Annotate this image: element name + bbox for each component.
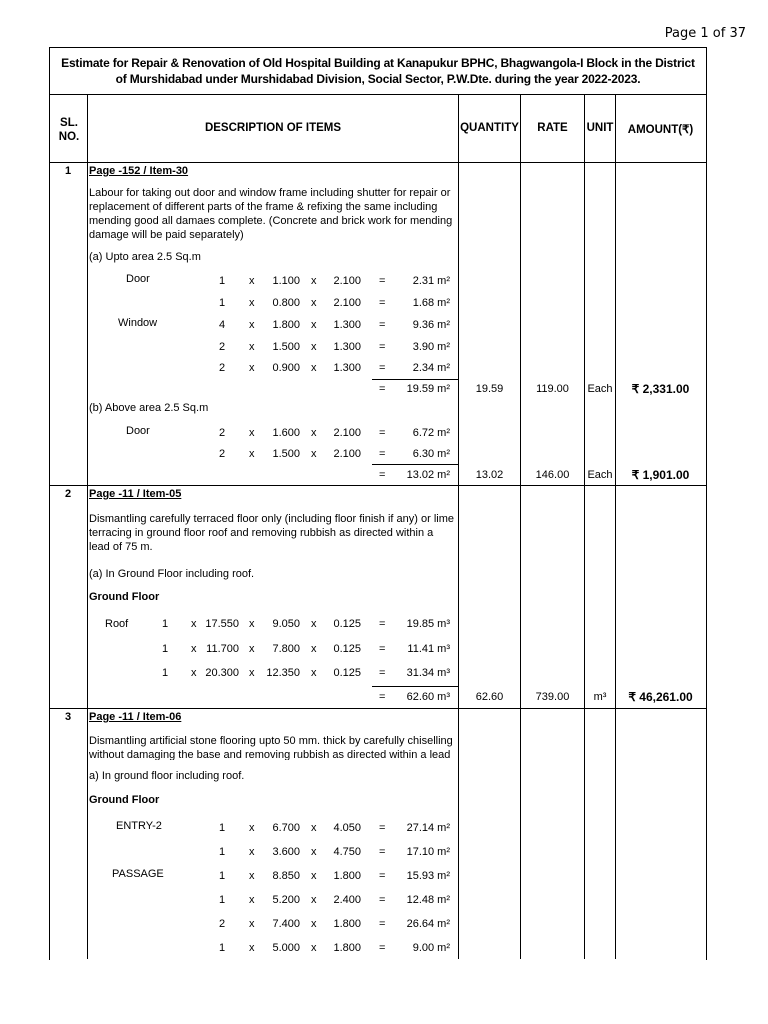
- item-1-description: Labour for taking out door and window frame including shutter for repair or replacement of different parts of the frame & refixing the same including mending good all damaes complete. (Concrete and brick work for mending damage will be paid separately): [89, 187, 453, 241]
- item-2-row-times: x: [249, 618, 255, 630]
- item-1-a-row-count: 4: [219, 319, 226, 331]
- item-3-row-label: PASSAGE: [112, 868, 164, 880]
- item-1-a-row-count: 1: [219, 297, 226, 309]
- item-3-row-dim2: 4.050: [333, 822, 361, 834]
- item-3-row-times: x: [311, 870, 317, 882]
- item-3-row-dim1: 6.700: [272, 822, 300, 834]
- item-3-row-times: x: [249, 846, 255, 858]
- item-1-a-row-dim1: 1.100: [272, 275, 300, 287]
- item-3-floor: Ground Floor: [89, 794, 160, 806]
- item-2-row-dim2: 7.800: [272, 643, 300, 655]
- item-1-a-row-label: Door: [126, 273, 150, 285]
- item-2-row-dim3: 0.125: [333, 643, 361, 655]
- item-2-row-dim3: 0.125: [333, 667, 361, 679]
- item-3-row-count: 1: [219, 942, 226, 954]
- item-1-a-row-dim2: 1.300: [333, 319, 361, 331]
- item-2-unit: m³: [593, 691, 607, 703]
- item-1-a-row-result: 2.31 m²: [412, 275, 450, 287]
- item-3-description: Dismantling artificial stone flooring upto 50 mm. thick by carefully chiselling without damaging the base and removing rubbish as directed within a lead: [89, 735, 453, 760]
- item-1-a-amount: ₹ 2,331.00: [631, 382, 690, 396]
- item-3-row-times: x: [249, 894, 255, 906]
- item-1-b-row-count: 2: [219, 448, 226, 460]
- item-1-b-sum-line: [372, 464, 458, 465]
- item-3-row-eq: =: [379, 846, 386, 858]
- item-2-rate: 739.00: [535, 691, 570, 703]
- item-1-a-row-result: 1.68 m²: [412, 297, 450, 309]
- page-number: Page 1 of 37: [664, 26, 746, 41]
- item-1-a-sum-line: [372, 379, 458, 380]
- item-1-b-row-dim2: 2.100: [333, 427, 361, 439]
- header-unit: UNIT: [586, 122, 614, 134]
- item-1-b-row-eq: =: [379, 427, 386, 439]
- item-1-b-row-times: x: [311, 448, 317, 460]
- col-divider-sl: [87, 94, 88, 959]
- item-1-a-row-times: x: [311, 341, 317, 353]
- item-1-b-row-dim1: 1.500: [272, 448, 300, 460]
- item-1-a-row-times: x: [249, 275, 255, 287]
- item-3-row-eq: =: [379, 870, 386, 882]
- item-1-b-unit: Each: [587, 469, 613, 481]
- item-1-a-row-eq: =: [379, 362, 386, 374]
- col-divider-qty: [520, 94, 521, 959]
- item-2-sum-line: [372, 686, 458, 687]
- item-1-a-row-times: x: [249, 362, 255, 374]
- item-3-row-times: x: [311, 846, 317, 858]
- item-3-row-times: x: [249, 942, 255, 954]
- item-2-reference: Page -11 / Item-05: [89, 488, 182, 500]
- item-2-row-dim1: 11.700: [206, 643, 239, 655]
- item-2-row-count: 1: [162, 643, 169, 655]
- item-2-sub-a: (a) In Ground Floor including roof.: [89, 568, 255, 580]
- item-1-b-amount: ₹ 1,901.00: [631, 468, 690, 482]
- item-3-number: 3: [65, 711, 72, 723]
- item-2-number: 2: [65, 488, 72, 500]
- item-3-row-dim2: 1.800: [333, 918, 361, 930]
- item-3-row-count: 1: [219, 894, 226, 906]
- item-1-b-quantity: 13.02: [475, 469, 504, 481]
- item-3-row-times: x: [311, 942, 317, 954]
- item-divider-2: [49, 708, 706, 709]
- item-3-reference: Page -11 / Item-06: [89, 711, 182, 723]
- header-quantity: QUANTITY: [460, 122, 519, 134]
- item-2-row-eq: =: [379, 643, 386, 655]
- item-3-row-result: 27.14 m²: [406, 822, 450, 834]
- header-sl-no: SL. NO.: [58, 117, 80, 143]
- item-1-b-eq: =: [379, 469, 386, 481]
- item-2-row-result: 11.41 m³: [407, 643, 450, 655]
- item-1-a-row-dim1: 0.800: [272, 297, 300, 309]
- item-1-a-row-dim2: 1.300: [333, 362, 361, 374]
- item-1-b-row-result: 6.72 m²: [412, 427, 450, 439]
- col-divider-unit: [615, 94, 616, 959]
- item-1-a-row-count: 1: [219, 275, 226, 287]
- item-3-row-times: x: [249, 918, 255, 930]
- item-1-b-row-eq: =: [379, 448, 386, 460]
- item-2-total: 62.60 m³: [406, 691, 450, 703]
- item-1-a-unit: Each: [587, 383, 613, 395]
- item-1-a-row-count: 2: [219, 362, 226, 374]
- item-1-a-row-times: x: [311, 319, 317, 331]
- item-1-a-row-eq: =: [379, 319, 386, 331]
- item-2-quantity: 62.60: [475, 691, 504, 703]
- item-1-b-row-times: x: [249, 448, 255, 460]
- item-2-row-times: x: [311, 643, 317, 655]
- item-1-a-row-result: 9.36 m²: [412, 319, 450, 331]
- item-2-row-times: x: [191, 643, 197, 655]
- item-3-row-result: 9.00 m²: [412, 942, 450, 954]
- item-3-row-result: 17.10 m²: [406, 846, 450, 858]
- item-3-row-eq: =: [379, 918, 386, 930]
- item-1-a-row-result: 3.90 m²: [412, 341, 450, 353]
- header-divider: [49, 162, 706, 163]
- item-3-row-label: ENTRY-2: [116, 820, 162, 832]
- item-1-a-row-label: Window: [118, 317, 158, 329]
- item-3-row-dim1: 5.200: [272, 894, 300, 906]
- item-3-row-dim1: 5.000: [272, 942, 300, 954]
- item-1-a-total: 19.59 m²: [406, 383, 450, 395]
- item-1-sub-b: (b) Above area 2.5 Sq.m: [89, 402, 209, 414]
- item-3-row-dim1: 8.850: [272, 870, 300, 882]
- item-3-row-result: 12.48 m²: [406, 894, 450, 906]
- item-3-row-eq: =: [379, 942, 386, 954]
- item-divider-1: [49, 485, 706, 486]
- item-3-row-times: x: [311, 918, 317, 930]
- item-3-row-count: 1: [219, 846, 226, 858]
- item-3-row-times: x: [311, 894, 317, 906]
- item-3-row-count: 1: [219, 870, 226, 882]
- item-3-row-times: x: [249, 822, 255, 834]
- item-1-b-row-dim2: 2.100: [333, 448, 361, 460]
- item-3-row-dim2: 1.800: [333, 870, 361, 882]
- item-1-a-row-count: 2: [219, 341, 226, 353]
- item-1-b-row-times: x: [311, 427, 317, 439]
- header-description: DESCRIPTION OF ITEMS: [204, 122, 342, 134]
- item-2-row-dim1: 17.550: [205, 618, 239, 630]
- title-divider: [49, 94, 706, 95]
- item-2-eq: =: [379, 691, 386, 703]
- item-1-b-rate: 146.00: [535, 469, 570, 481]
- item-2-row-times: x: [249, 667, 255, 679]
- item-3-row-eq: =: [379, 894, 386, 906]
- item-2-amount: ₹ 46,261.00: [628, 690, 693, 704]
- item-1-b-row-label: Door: [126, 425, 150, 437]
- item-2-row-times: x: [191, 667, 197, 679]
- item-1-a-row-dim1: 0.900: [272, 362, 300, 374]
- item-2-row-count: 1: [162, 618, 169, 630]
- item-1-a-row-eq: =: [379, 297, 386, 309]
- item-1-b-row-result: 6.30 m²: [412, 448, 450, 460]
- item-2-row-dim3: 0.125: [333, 618, 361, 630]
- item-2-row-dim2: 9.050: [272, 618, 300, 630]
- item-2-row-eq: =: [379, 667, 386, 679]
- item-3-row-count: 2: [219, 918, 226, 930]
- col-divider-rate: [584, 94, 585, 959]
- item-3-row-dim2: 1.800: [333, 942, 361, 954]
- item-1-b-row-count: 2: [219, 427, 226, 439]
- item-2-row-result: 19.85 m³: [406, 618, 450, 630]
- item-3-row-count: 1: [219, 822, 226, 834]
- item-1-a-quantity: 19.59: [475, 383, 504, 395]
- item-2-row-times: x: [311, 667, 317, 679]
- item-1-a-row-result: 2.34 m²: [412, 362, 450, 374]
- item-1-a-rate: 119.00: [536, 383, 569, 395]
- item-2-description: Dismantling carefully terraced floor only (including floor finish if any) or lime terracing in ground floor roof and removing rubbish as directed within a lead of 75 m.: [89, 513, 454, 553]
- item-1-a-row-dim2: 2.100: [333, 297, 361, 309]
- item-3-row-dim1: 3.600: [272, 846, 300, 858]
- item-1-a-row-times: x: [249, 297, 255, 309]
- item-1-reference: Page -152 / Item-30: [89, 165, 189, 177]
- item-3-row-times: x: [249, 870, 255, 882]
- document-title: Estimate for Repair & Renovation of Old Hospital Building at Kanapukur BPHC, Bhagwangola-I Block in the District of Murshidabad under Murshidabad Division, Social Sector, P.W.Dte. during the year 2022-2023.: [61, 56, 695, 86]
- item-1-sub-a: (a) Upto area 2.5 Sq.m: [89, 251, 201, 263]
- item-3-row-eq: =: [379, 822, 386, 834]
- item-2-row-times: x: [311, 618, 317, 630]
- item-1-b-total: 13.02 m²: [406, 469, 450, 481]
- item-1-a-row-dim1: 1.800: [272, 319, 300, 331]
- item-2-row-times: x: [249, 643, 255, 655]
- item-2-row-times: x: [191, 618, 197, 630]
- item-1-a-row-times: x: [311, 297, 317, 309]
- item-3-row-result: 15.93 m²: [406, 870, 450, 882]
- item-1-a-row-times: x: [249, 341, 255, 353]
- item-2-row-count: 1: [162, 667, 169, 679]
- item-1-a-row-eq: =: [379, 275, 386, 287]
- item-1-number: 1: [65, 165, 72, 177]
- item-2-row-dim1: 20.300: [205, 667, 239, 679]
- item-3-row-dim2: 4.750: [333, 846, 361, 858]
- item-3-row-dim1: 7.400: [272, 918, 300, 930]
- item-1-b-row-times: x: [249, 427, 255, 439]
- item-3-row-times: x: [311, 822, 317, 834]
- item-1-a-row-times: x: [311, 275, 317, 287]
- item-2-row-dim2: 12.350: [266, 667, 300, 679]
- item-1-a-row-dim1: 1.500: [272, 341, 300, 353]
- item-2-row-result: 31.34 m³: [406, 667, 450, 679]
- item-1-a-row-times: x: [311, 362, 317, 374]
- header-rate: RATE: [537, 122, 568, 134]
- item-2-row-eq: =: [379, 618, 386, 630]
- item-3-row-dim2: 2.400: [333, 894, 361, 906]
- header-amount: AMOUNT(₹): [627, 124, 694, 136]
- item-1-a-row-eq: =: [379, 341, 386, 353]
- item-3-sub-a: a) In ground floor including roof.: [89, 770, 245, 782]
- item-2-row-label: Roof: [105, 618, 129, 630]
- item-1-a-row-dim2: 1.300: [333, 341, 361, 353]
- item-1-a-row-dim2: 2.100: [333, 275, 361, 287]
- item-2-floor: Ground Floor: [89, 591, 160, 603]
- item-3-row-result: 26.64 m²: [406, 918, 450, 930]
- item-1-b-row-dim1: 1.600: [272, 427, 300, 439]
- item-1-a-eq: =: [379, 383, 386, 395]
- col-divider-desc: [458, 94, 459, 959]
- item-1-a-row-times: x: [249, 319, 255, 331]
